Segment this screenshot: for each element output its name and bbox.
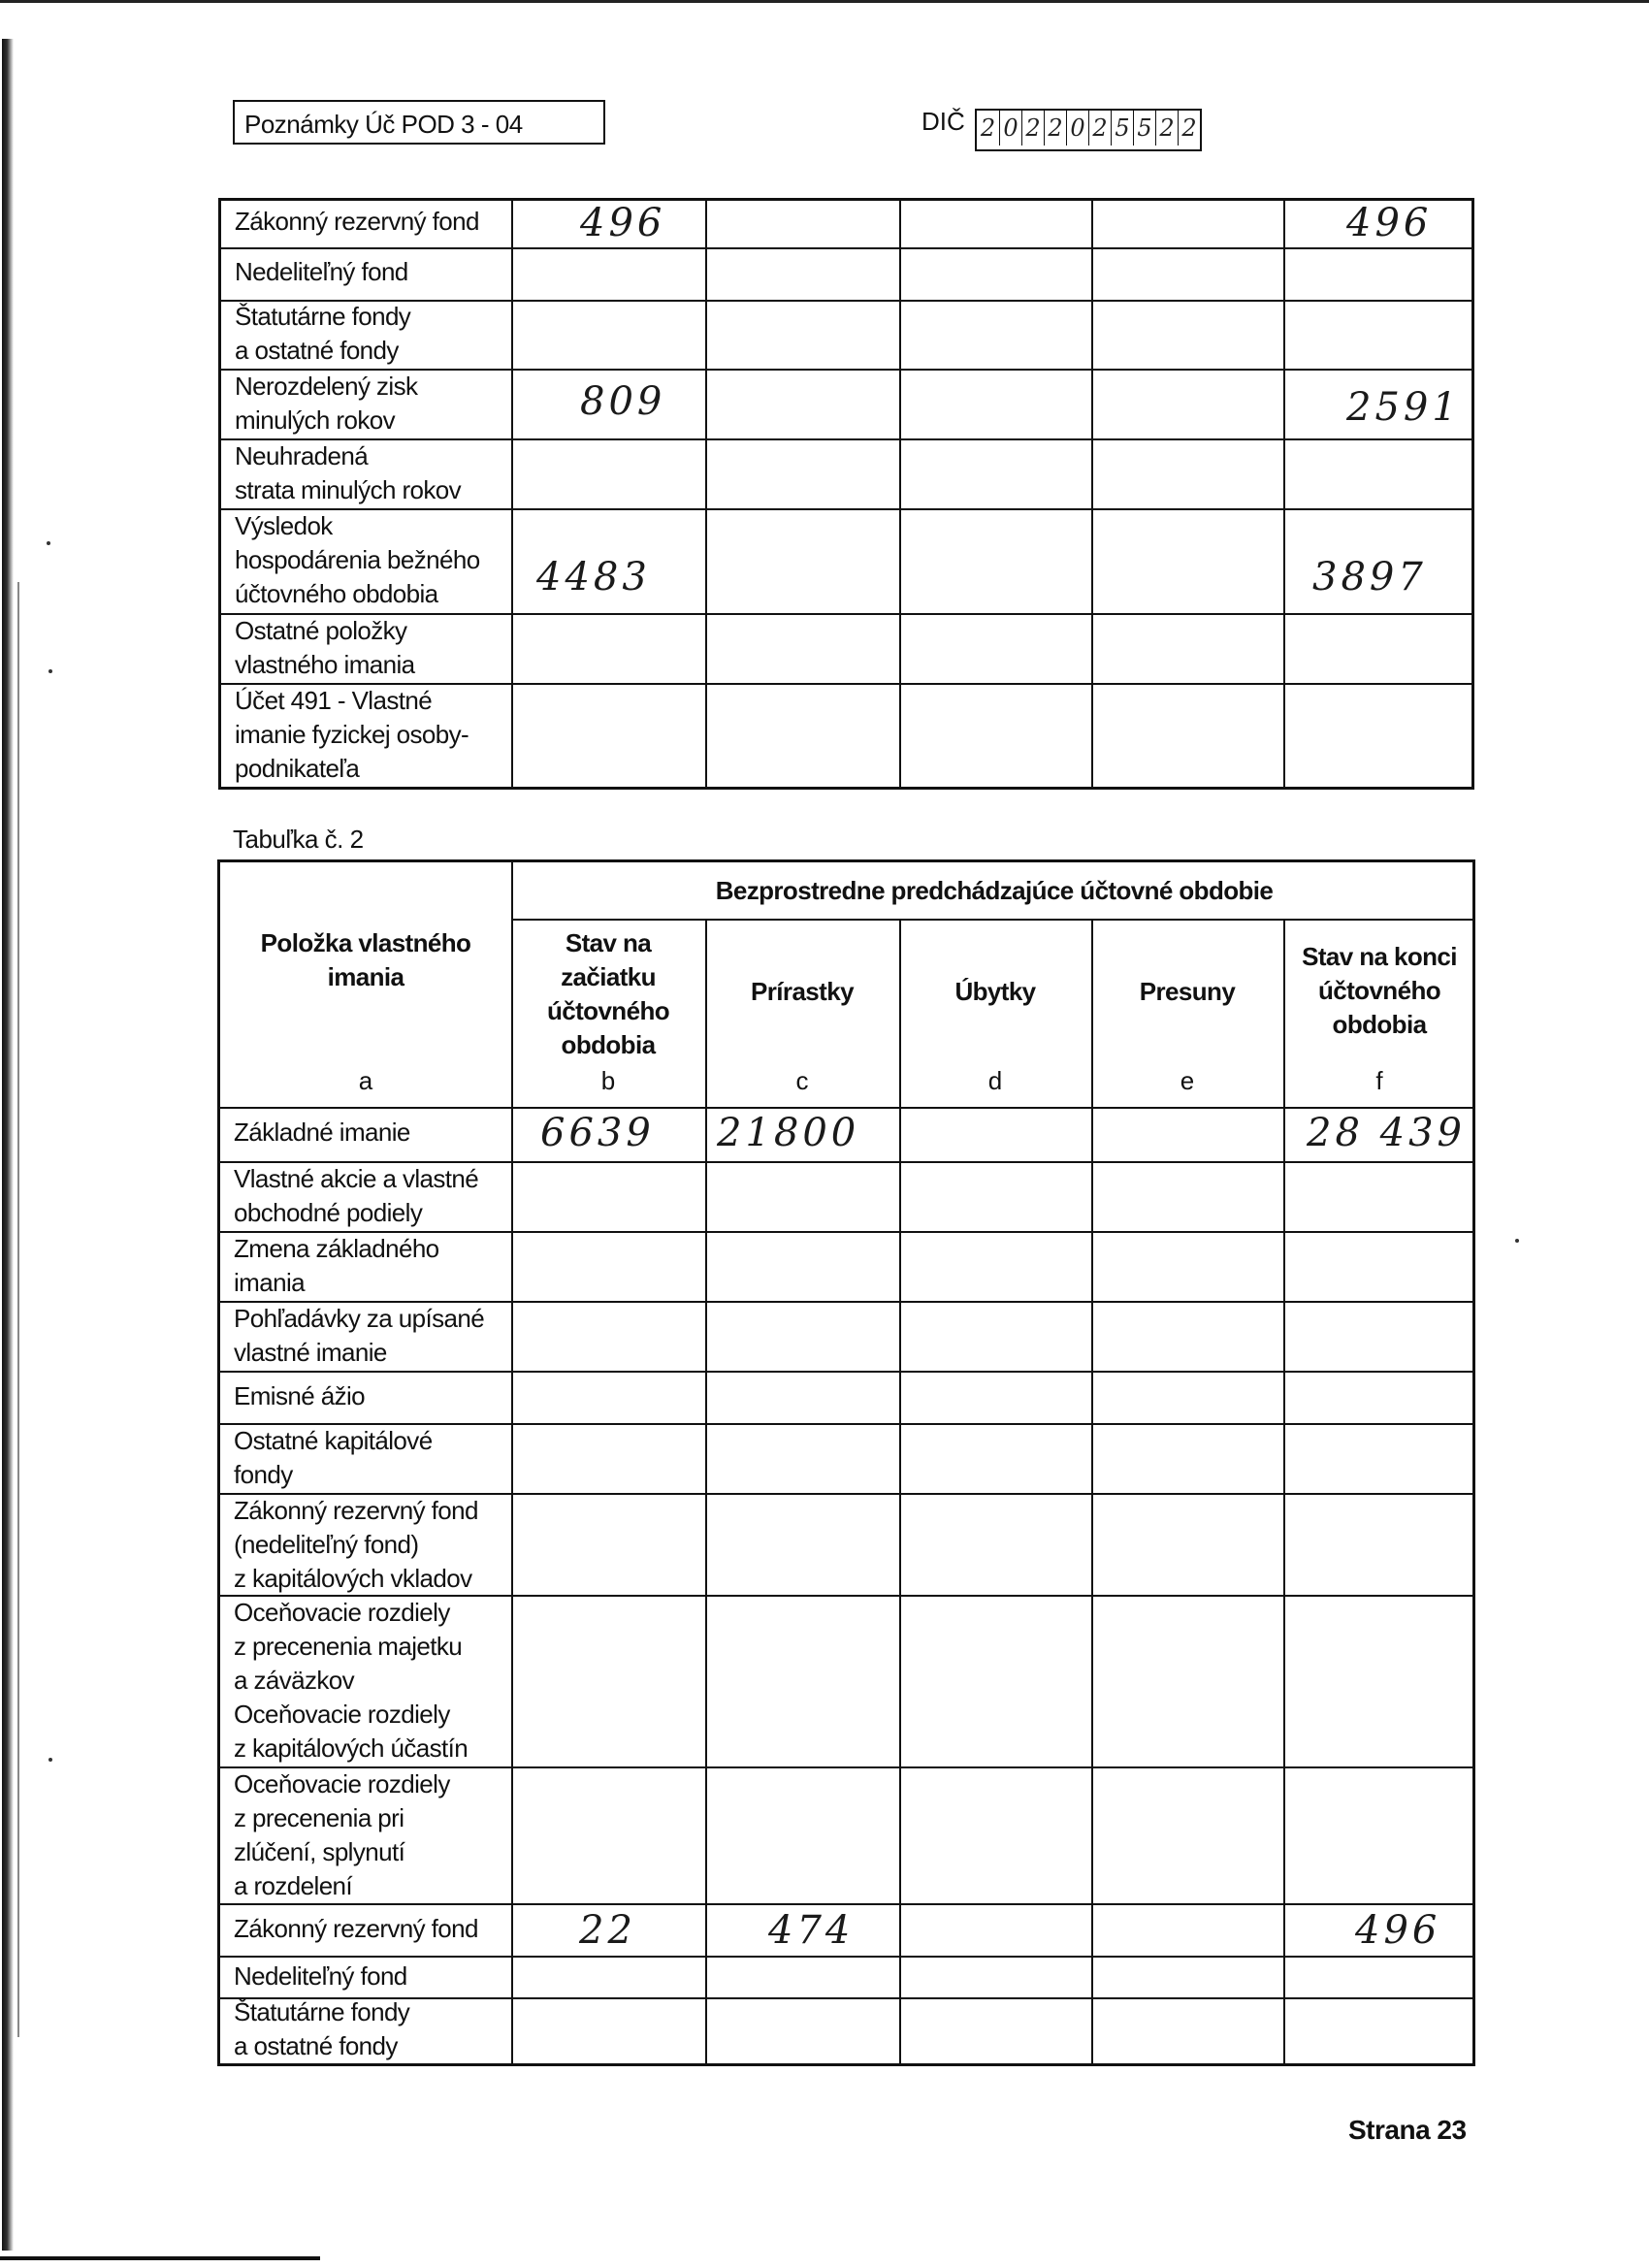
scan-border-bottom: [0, 2256, 320, 2260]
column-header-d: Úbytky: [954, 977, 1036, 1006]
scan-border-left: [2, 39, 14, 2251]
column-header-f: Stav na konci účtovného obdobia: [1302, 942, 1457, 1039]
column-letter: d: [987, 1066, 1003, 1095]
dic-digit: 5: [1133, 111, 1155, 146]
table-row-label: Štatutárne fondy a ostatné fondy: [234, 1997, 410, 2060]
dic-digit: 2: [1178, 111, 1200, 146]
dic-digit: 2: [1088, 111, 1111, 146]
scan-speck: [47, 541, 50, 545]
column-letter: b: [600, 1066, 616, 1095]
row-value-end: 496: [1346, 201, 1433, 245]
row-value-start: 4483: [536, 555, 651, 599]
equity-table-continuation: [218, 198, 1474, 790]
table-row-label: Vlastné akcie a vlastné obchodné podiely: [234, 1164, 479, 1227]
scan-speck: [1515, 1239, 1519, 1243]
row-value-start: 6639: [540, 1111, 655, 1155]
table-row-label: Zákonný rezervný fond (nedeliteľný fond) z kapitálových vkladov: [234, 1496, 478, 1593]
column-letter: f: [1375, 1066, 1383, 1095]
table-row-label: Nedeliteľný fond: [235, 257, 408, 286]
column-letter: e: [1180, 1066, 1195, 1095]
column-header-b: Stav na začiatku účtovného obdobia: [546, 928, 670, 1059]
table-row-label: Nedeliteľný fond: [234, 1961, 407, 1991]
page-number: Strana 23: [1348, 2115, 1467, 2145]
column-group-header: Bezprostredne predchádzajúce účtovné obdobie: [715, 876, 1274, 905]
scan-line-left: [17, 582, 19, 2037]
scan-border-top: [0, 0, 1649, 3]
row-value-start: 496: [580, 201, 666, 245]
table-row-label: Emisné ážio: [234, 1381, 366, 1410]
scan-speck: [48, 669, 52, 673]
dic-digit: 2: [1021, 111, 1044, 146]
column-letter: c: [795, 1066, 809, 1095]
table-row-label: Oceňovacie rozdiely z precenenia majetku a záväzkov Oceňovacie rozdiely z kapitálových účastín: [234, 1598, 469, 1763]
column-letter: a: [358, 1066, 373, 1095]
dic-label: DIČ: [922, 107, 965, 136]
table-row-label: Výsledok hospodárenia bežného účtovného obdobia: [235, 511, 480, 608]
table-row-label: Ostatné položky vlastného imania: [235, 616, 415, 679]
column-header-a: Položka vlastného imania: [260, 928, 471, 991]
table-row-label: Nerozdelený zisk minulých rokov: [235, 372, 418, 435]
dic-digit: 0: [1066, 111, 1088, 146]
dic-digit: 0: [999, 111, 1021, 146]
dic-digit: 5: [1111, 111, 1133, 146]
row-value-increase: 21800: [717, 1111, 860, 1155]
equity-table-2: [217, 859, 1475, 2066]
dic-number: [975, 109, 1202, 151]
table-row-label: Zákonný rezervný fond: [234, 1914, 478, 1943]
dic-digit: 2: [980, 114, 996, 142]
table-row-label: Základné imanie: [234, 1118, 410, 1147]
column-header-e: Presuny: [1139, 977, 1236, 1006]
document-label: Poznámky Úč POD 3 - 04: [233, 100, 605, 145]
table-row-label: Štatutárne fondy a ostatné fondy: [235, 302, 411, 365]
table-row-label: Oceňovacie rozdiely z precenenia pri zlúčení, splynutí a rozdelení: [234, 1769, 450, 1900]
table-caption: Tabuľka č. 2: [233, 825, 364, 854]
table-row-label: Pohľadávky za upísané vlastné imanie: [234, 1304, 485, 1367]
table-row-label: Ostatné kapitálové fondy: [234, 1426, 433, 1489]
row-value-end: 3897: [1312, 555, 1427, 599]
row-value-end: 2591: [1346, 385, 1461, 430]
row-value-start: 22: [579, 1908, 636, 1953]
dic-digit: 2: [1155, 111, 1178, 146]
scan-speck: [48, 1758, 52, 1762]
dic-digit: 2: [1044, 111, 1066, 146]
row-value-end: 28 439: [1307, 1111, 1466, 1155]
row-value-start: 809: [580, 379, 666, 424]
row-value-increase: 474: [768, 1908, 855, 1953]
table-row-label: Neuhradená strata minulých rokov: [235, 441, 462, 504]
column-header-c: Prírastky: [751, 977, 854, 1006]
table-row-label: Zmena základného imania: [234, 1234, 439, 1297]
row-value-end: 496: [1355, 1908, 1441, 1953]
table-row-label: Účet 491 - Vlastné imanie fyzickej osoby- podnikateľa: [235, 686, 469, 783]
table-row-label: Zákonný rezervný fond: [235, 207, 479, 236]
